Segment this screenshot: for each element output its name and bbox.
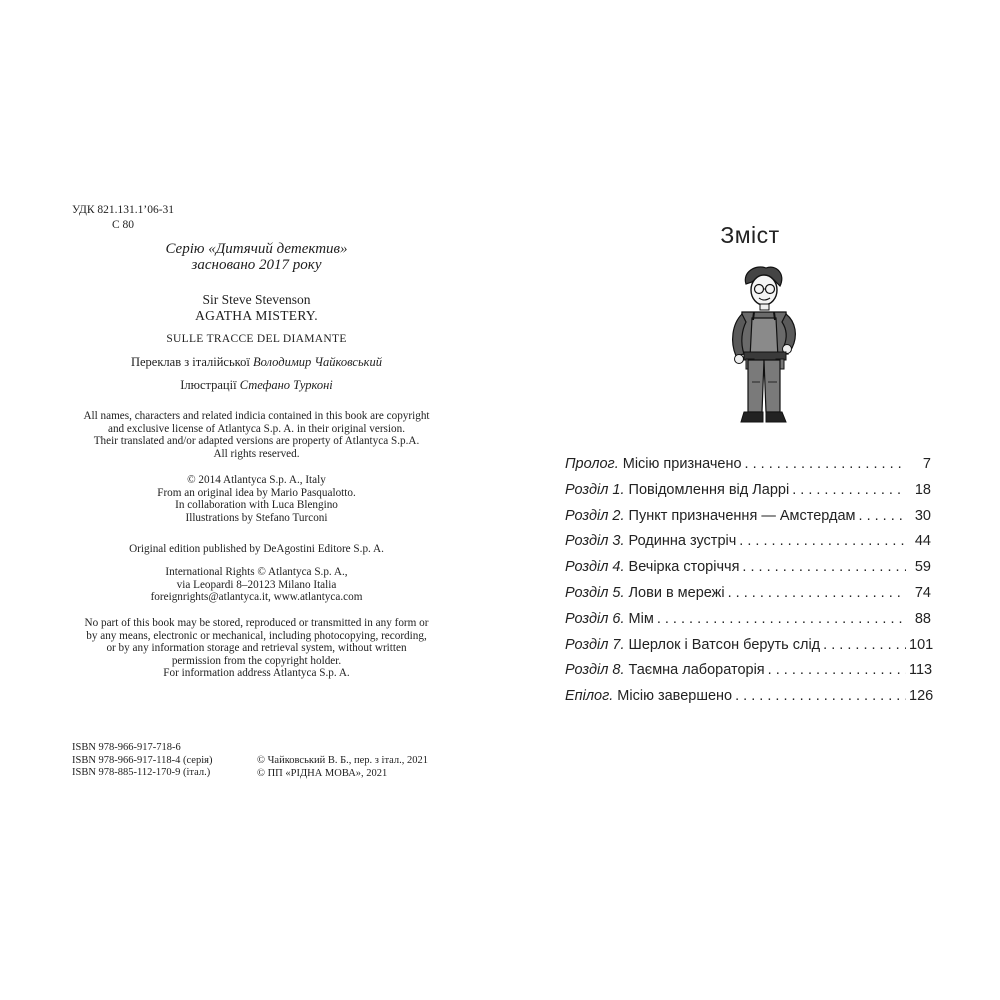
toc-leader-dots: [823, 637, 906, 653]
toc-entry-label: Пролог.: [565, 456, 619, 472]
detective-character-illustration: [716, 262, 808, 428]
toc-leader-dots: [739, 533, 906, 549]
toc-entry-page: 7: [922, 456, 931, 472]
toc-leader-dots: [735, 688, 906, 704]
intl-line: International Rights © Atlantyca S.p. A.,: [165, 566, 348, 578]
notice-line: by any means, electronic or mechanical, including photocopying, recording,: [86, 629, 427, 642]
rights-notice: [70, 410, 443, 460]
toc-entry-page: 101: [909, 636, 934, 653]
international-rights: [70, 566, 443, 604]
toc-entry-label: Розділ 7.: [565, 636, 625, 653]
toc-entry-label: Розділ 3.: [565, 533, 625, 550]
toc-entry-page: 59: [914, 559, 931, 576]
original-credits: [70, 474, 443, 524]
udk-block: [72, 203, 174, 233]
illustrator-name: Стефано Турконі: [239, 378, 333, 392]
toc-entry: [565, 688, 934, 714]
toc-entry-label: Розділ 1.: [565, 481, 625, 498]
toc-entry-page: 113: [909, 662, 933, 679]
notice-line: or by any information storage and retrieval system, without written: [106, 642, 407, 655]
rights-line: Their translated and/or adapted versions are property of Atlantyca S.p.A.: [93, 435, 420, 448]
rights-line: and exclusive license of Atlantyca S.p. A. in their original version.: [107, 422, 406, 435]
series-note: [70, 241, 443, 273]
original-title: AGATHA MISTERY.: [195, 308, 318, 323]
copyright-line: © ПП «РІДНА МОВА», 2021: [257, 767, 388, 779]
original-edition: Original edition published by DeAgostini Editore S.p. A.: [129, 543, 384, 555]
toc-entry-title: Лови в мережі: [628, 584, 725, 601]
toc-entry-page: 18: [914, 481, 931, 498]
toc-entry: [565, 533, 931, 559]
notice-line: No part of this book may be stored, reproduced or transmitted in any form or: [84, 617, 429, 629]
original-author: Sir Steve Stevenson: [202, 292, 311, 307]
toc-leader-dots: [768, 662, 906, 678]
toc-entry-title: Пункт призначення — Амстердам: [628, 507, 856, 524]
table-of-contents: [565, 456, 934, 714]
contents-title: Зміст: [720, 222, 780, 248]
toc-entry-title: Мім: [628, 610, 654, 627]
toc-entry-page: 126: [909, 688, 934, 705]
toc-entry: [565, 508, 931, 534]
isbn-line: ISBN 978-966-917-118-4 (серія): [72, 754, 213, 766]
toc-entry-label: Епілог.: [565, 688, 614, 705]
original-line: © 2014 Atlantyca S.p. A., Italy: [187, 474, 326, 486]
toc-entry: [565, 559, 931, 585]
original-line: In collaboration with Luca Blengino: [175, 499, 338, 512]
toc-entry-label: Розділ 8.: [565, 662, 625, 679]
toc-entry-title: Вечірка сторіччя: [628, 559, 740, 576]
toc-entry-label: Розділ 4.: [565, 559, 625, 576]
toc-entry-title: Місію завершено: [617, 688, 733, 705]
isbn-line: ISBN 978-966-917-718-6: [72, 742, 181, 753]
intl-line: foreignrights@atlantyca.it, www.atlantyca.com: [150, 591, 363, 604]
reproduction-notice: [70, 617, 443, 680]
toc-entry-page: 74: [914, 584, 931, 601]
toc-entry: [565, 482, 931, 508]
toc-entry-title: Шерлок і Ватсон беруть слід: [628, 636, 821, 653]
toc-leader-dots: [742, 559, 906, 575]
isbn-line: ISBN 978-885-112-170-9 (італ.): [72, 767, 211, 778]
toc-entry: [565, 456, 931, 482]
illustration-credit: [70, 378, 443, 393]
translation-credit: [70, 355, 443, 370]
toc-entry: [565, 662, 931, 688]
series-line-2: засновано 2017 року: [191, 257, 322, 273]
toc-entry-page: 44: [914, 533, 931, 550]
isbn-block: [72, 742, 212, 780]
toc-entry-title: Місію призначено: [622, 456, 742, 472]
toc-entry-title: Повідомлення від Ларрі: [628, 481, 790, 498]
toc-entry-page: 30: [914, 507, 931, 524]
toc-entry-page: 88: [914, 610, 931, 627]
toc-entry-label: Розділ 2.: [565, 507, 625, 524]
contents-page: [500, 0, 1000, 1000]
toc-entry: [565, 611, 931, 637]
toc-entry-title: Родинна зустріч: [628, 533, 737, 550]
notice-line: permission from the copyright holder.: [171, 654, 342, 667]
toc-leader-dots: [792, 482, 906, 498]
toc-leader-dots: [657, 611, 906, 627]
notice-line: For information address Atlantyca S.p. A.: [163, 667, 350, 680]
rights-line: All rights reserved.: [213, 447, 300, 460]
intl-line: via Leopardi 8–20123 Milano Italia: [176, 578, 337, 591]
illustration-prefix: Ілюстрації: [180, 378, 237, 392]
original-subtitle: SULLE TRACCE DEL DIAMANTE: [166, 333, 347, 345]
toc-entry-label: Розділ 5.: [565, 584, 625, 601]
udk-code: УДК 821.131.1’06-31: [72, 204, 175, 216]
toc-leader-dots: [728, 585, 906, 601]
translation-prefix: Переклав з італійської: [130, 355, 250, 369]
copyright-block: [257, 755, 428, 780]
translator-name: Володимир Чайковський: [252, 355, 383, 369]
toc-entry: [565, 585, 931, 611]
original-line: Illustrations by Stefano Turconi: [185, 511, 328, 524]
toc-leader-dots: [859, 508, 906, 524]
toc-entry: [565, 636, 934, 663]
toc-entry-label: Розділ 6.: [565, 610, 625, 627]
copyright-line: © Чайковський В. Б., пер. з італ., 2021: [257, 755, 429, 766]
series-line-1: Серію «Дитячий детектив»: [165, 241, 348, 257]
original-line: From an original idea by Mario Pasqualotto.: [157, 486, 356, 499]
toc-entry-title: Таємна лабораторія: [628, 662, 765, 679]
author-sign-code: С 80: [112, 219, 135, 231]
toc-leader-dots: [745, 456, 906, 472]
rights-line: All names, characters and related indicia contained in this book are copyright: [83, 410, 430, 422]
